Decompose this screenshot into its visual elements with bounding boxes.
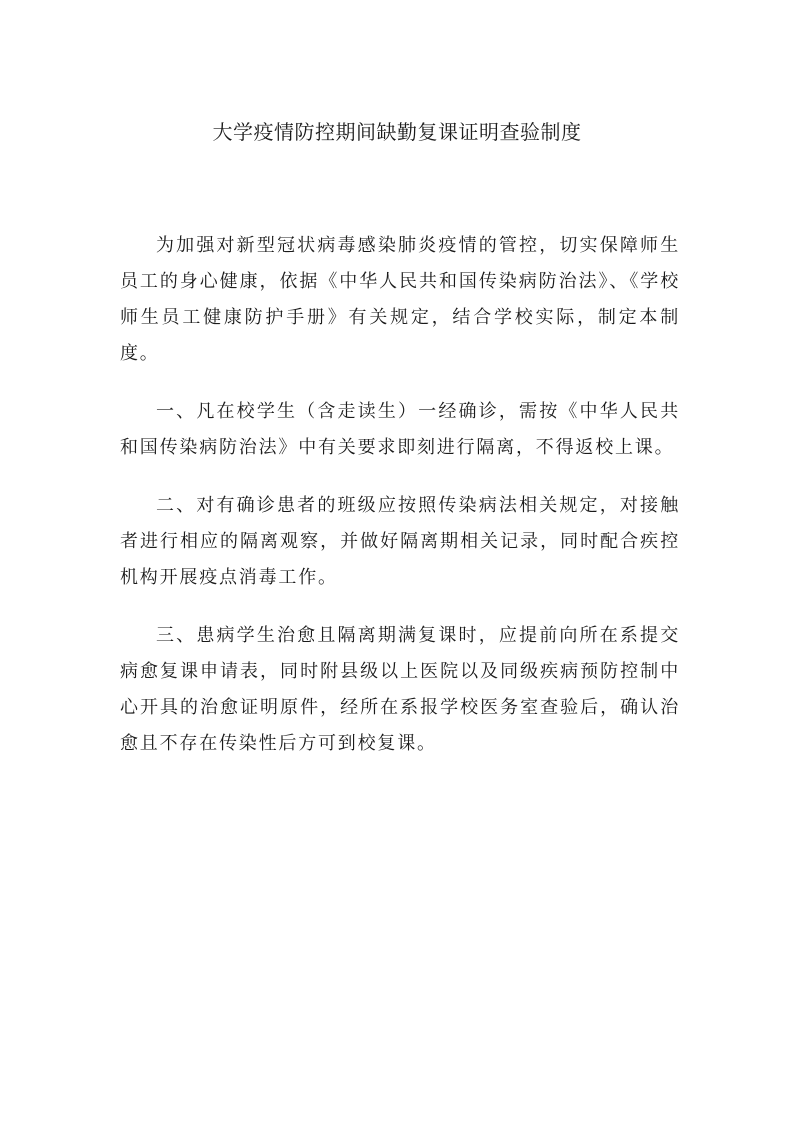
document-body <box>120 228 680 784</box>
clause-two-paragraph: 二、对有确诊患者的班级应按照传染病法相关规定，对接触者进行相应的隔离观察，并做好隔离期相关记录，同时配合疾控机构开展疫点消毒工作。 <box>120 495 680 588</box>
intro-paragraph: 为加强对新型冠状病毒感染肺炎疫情的管控，切实保障师生员工的身心健康，依据《中华人民共和国传染病防治法》、《学校师生员工健康防护手册》有关规定，结合学校实际，制定本制度。 <box>120 235 680 364</box>
document-title: 大学疫情防控期间缺勤复课证明查验制度 <box>212 120 582 144</box>
clause-three-paragraph: 三、患病学生治愈且隔离期满复课时，应提前向所在系提交病愈复课申请表，同时附县级以上医院以及同级疾病预防控制中心开具的治愈证明原件，经所在系报学校医务室查验后，确认治愈且不存在传染性后方可到校复课。 <box>120 625 680 754</box>
clause-one-paragraph: 一、凡在校学生（含走读生）一经确诊，需按《中华人民共和国传染病防治法》中有关要求即刻进行隔离，不得返校上课。 <box>120 401 680 458</box>
